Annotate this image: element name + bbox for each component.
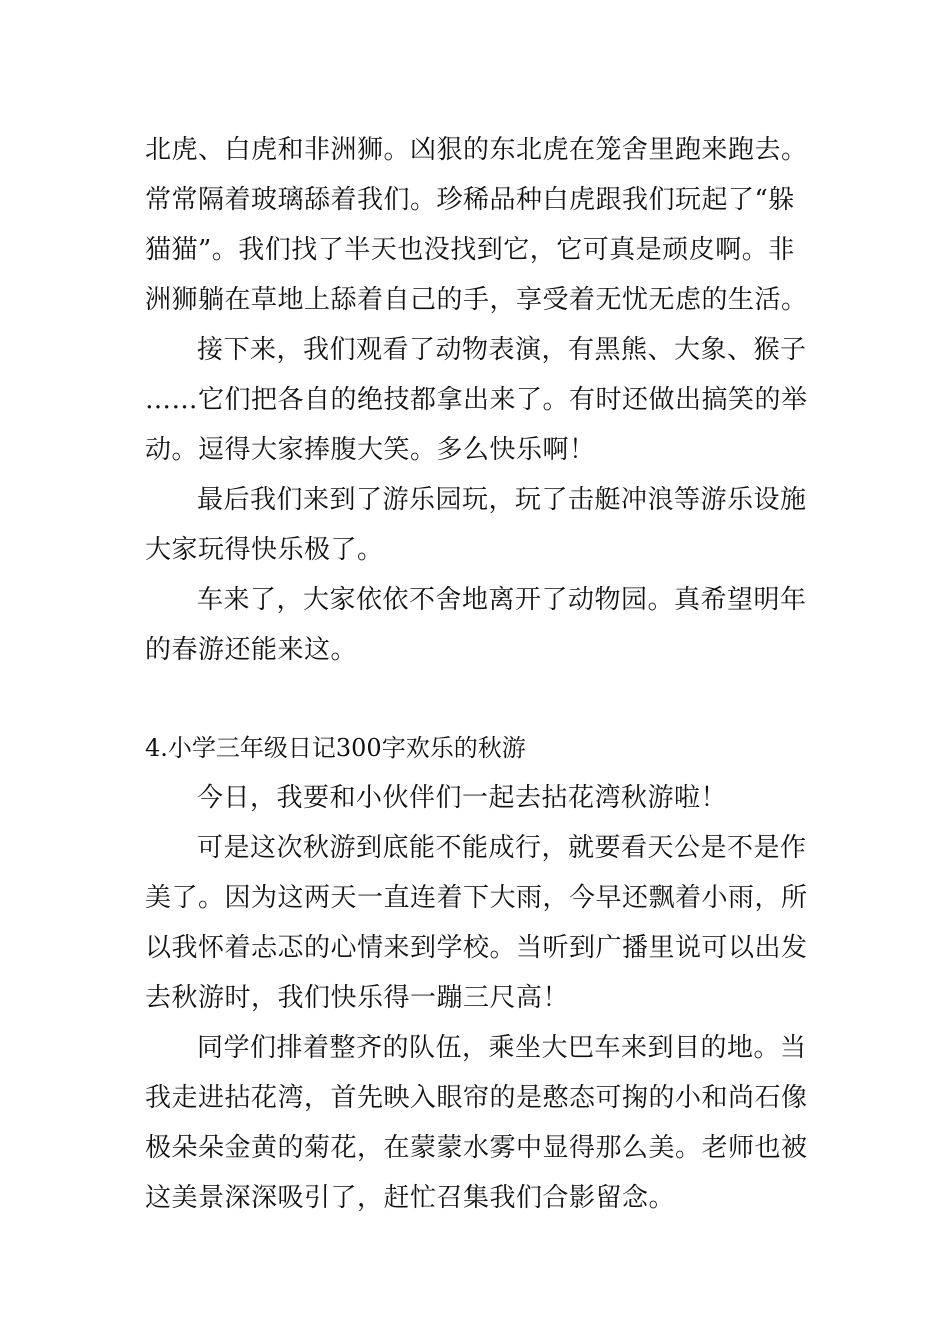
paragraph-line: 接下来，我们观看了动物表演，有黑熊、大象、猴子 — [197, 335, 807, 365]
paragraph-line: 北虎、白虎和非洲狮。凶狠的东北虎在笼舍里跑来跑去。 — [145, 135, 808, 165]
paragraph-line: 同学们排着整齐的队伍，乘坐大巴车来到目的地。当 — [197, 1033, 807, 1063]
paragraph-line: 猫猫”。我们找了半天也没找到它，它可真是顽皮啊。非 — [145, 235, 795, 265]
paragraph-line: 最后我们来到了游乐园玩，玩了击艇冲浪等游乐设施 — [197, 485, 807, 515]
paragraph-line: 去秋游时，我们快乐得一蹦三尺高！ — [145, 983, 570, 1013]
paragraph-line: 今日，我要和小伙伴们一起去拈花湾秋游啦！ — [197, 783, 728, 813]
paragraph-line: 美了。因为这两天一直连着下大雨，今早还飘着小雨，所 — [145, 883, 808, 913]
paragraph-line: 可是这次秋游到底能不能成行，就要看天公是不是作 — [197, 833, 807, 863]
paragraph-line: 车来了，大家依依不舍地离开了动物园。真希望明年 — [197, 585, 807, 615]
paragraph-line: 以我怀着忐忑的心情来到学校。当听到广播里说可以出发 — [145, 933, 808, 963]
paragraph-line: 动。逗得大家捧腹大笑。多么快乐啊！ — [145, 435, 596, 465]
paragraph-line: 极朵朵金黄的菊花，在蒙蒙水雾中显得那么美。老师也被 — [145, 1133, 808, 1163]
paragraph-line: 的春游还能来这。 — [145, 635, 358, 665]
paragraph-line: 大家玩得快乐极了。 — [145, 535, 384, 565]
paragraph-line: 常常隔着玻璃舔着我们。珍稀品种白虎跟我们玩起了“躲 — [145, 185, 795, 215]
paragraph-line: 洲狮躺在草地上舔着自己的手，享受着无忧无虑的生活。 — [145, 285, 808, 315]
paragraph-line: ……它们把各自的绝技都拿出来了。有时还做出搞笑的举 — [145, 385, 808, 415]
paragraph-line: 这美景深深吸引了，赶忙召集我们合影留念。 — [145, 1183, 676, 1213]
paragraph-line: 我走进拈花湾，首先映入眼帘的是憨态可掬的小和尚石像 — [145, 1083, 808, 1113]
section-title: 4.小学三年级日记300字欢乐的秋游 — [145, 734, 526, 762]
